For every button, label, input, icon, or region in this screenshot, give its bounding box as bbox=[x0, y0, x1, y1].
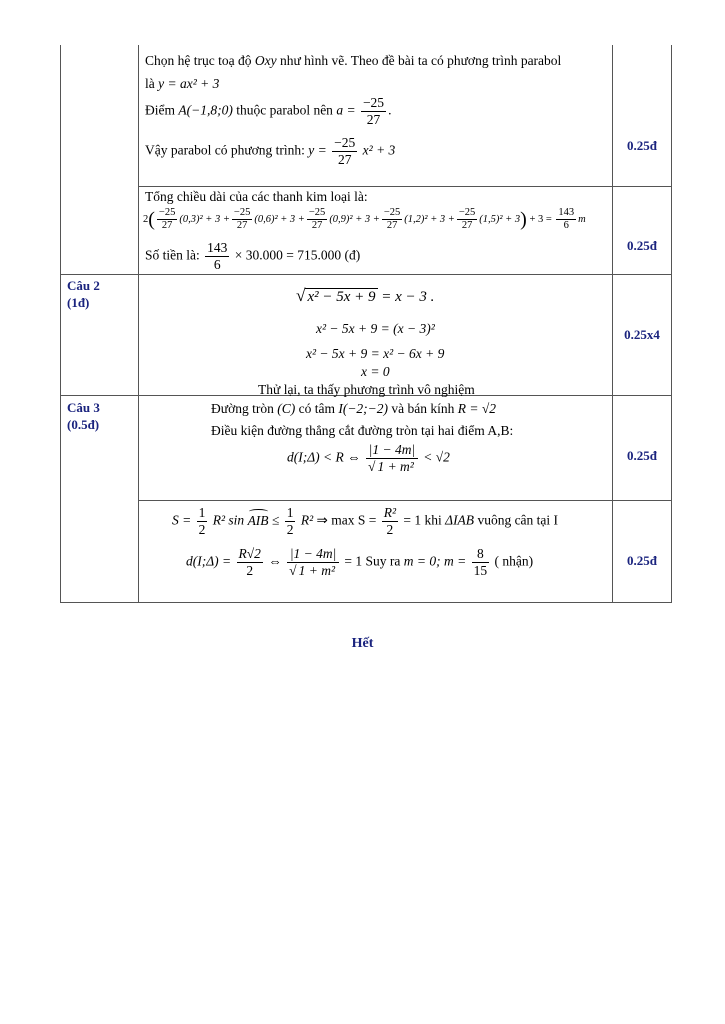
sum-term-fraction: $\frac{-25}{27}$ bbox=[458, 207, 476, 231]
cau2-step2: x² − 5x + 9 = x² − 6x + 9 bbox=[306, 346, 445, 361]
cau3-distance: d(I;Δ) < R ⇔ $\frac{|1 - 4m|}{\text{√ 1 + m²}}$ < √2 bbox=[287, 442, 450, 474]
table-border-right bbox=[671, 45, 672, 603]
sum-term-fraction: $\frac{-25}{27}$ bbox=[308, 207, 326, 231]
row2-title: Tổng chiều dài của các thanh kim loại là: bbox=[145, 189, 368, 204]
cau3-condition: Điều kiện đường thẳng cắt đường tròn tại hai điểm A,B: bbox=[211, 423, 514, 438]
cau2-step1: x² − 5x + 9 = (x − 3)² bbox=[316, 321, 435, 336]
row2-money: Số tiền là: $\frac{143}{6}$ × 30.000 = 715.000 (đ) bbox=[145, 240, 361, 272]
cau3-label: Câu 3 (0.5đ) bbox=[67, 400, 100, 432]
sum-term-argument: (0,6)² + 3 + bbox=[254, 213, 305, 225]
sum-term-fraction: $\frac{-25}{27}$ bbox=[383, 207, 401, 231]
row2-score: 0.25đ bbox=[627, 238, 657, 253]
cau3-solution: d(I;Δ) = $\frac{R√2}{2}$ ⇔ $\frac{|1 - 4m|}{\text{√ 1 + m²}}$ = 1 Suy ra m = 0; m = $\frac{8}{15}$ ( nhận) bbox=[186, 546, 534, 578]
cau2-step3: x = 0 bbox=[361, 364, 390, 379]
row1-line4: Vậy parabol có phương trình: y = $\frac{-25}{27}$ x² + 3 bbox=[145, 135, 396, 167]
row1-line2: là y = ax² + 3 bbox=[145, 76, 220, 91]
table-border-left bbox=[60, 45, 61, 603]
row2-sum: 2( $\frac{-25}{27}$ (0,3)² + 3 + $\frac{-25}{27}$ (0,6)² + 3 + $\frac{-25}{27}$ (0,9)² + 3 + $\frac{-25}{27}$ (1,2)² + 3 + $\frac{-25}{27}$ (1,5)² + 3) + 3 = $\frac{143}{6}$ m bbox=[143, 207, 586, 231]
row1-line3: Điểm A(−1,8;0) thuộc parabol nên a = $\frac{-25}{27}$ . bbox=[145, 95, 392, 127]
table-divider-2 bbox=[612, 45, 613, 603]
row-divider-1 bbox=[138, 186, 672, 187]
cau2-conclusion: Thử lại, ta thấy phương trình vô nghiệm bbox=[258, 382, 475, 397]
table-border-bottom bbox=[60, 602, 672, 603]
cau3-circle: Đường tròn (C) có tâm I(−2;−2) và bán kính R = √2 bbox=[211, 401, 497, 416]
sum-term-argument: (0,9)² + 3 + bbox=[329, 213, 380, 225]
row1-score: 0.25đ bbox=[627, 138, 657, 153]
row1-line1: Chọn hệ trục toạ độ Oxy như hình vẽ. Theo đề bài ta có phương trình parabol bbox=[145, 53, 562, 68]
row-divider-2 bbox=[60, 274, 672, 275]
cau3-score-2: 0.25đ bbox=[627, 553, 657, 568]
sum-term-fraction: $\frac{-25}{27}$ bbox=[158, 207, 176, 231]
cau2-score: 0.25x4 bbox=[624, 327, 660, 342]
sum-term-argument: (1,5)² + 3 bbox=[479, 213, 521, 225]
cau2-equation: √ x² − 5x + 9 = x − 3 . bbox=[296, 286, 435, 305]
sum-term-argument: (0,3)² + 3 + bbox=[179, 213, 230, 225]
footer-het: Hết bbox=[351, 636, 374, 651]
sum-term-argument: (1,2)² + 3 + bbox=[404, 213, 455, 225]
cau2-label: Câu 2 (1đ) bbox=[67, 278, 100, 310]
table-divider-1 bbox=[138, 45, 139, 603]
row-divider-4 bbox=[138, 500, 672, 501]
cau3-area: S = $\frac{1}{2}$ R² sin AIB ≤ $\frac{1}{2}$ R² ⇒ max S = $\frac{\text{R²}}{2}$ = 1 khi ΔIAB vuông cân tại I bbox=[172, 505, 559, 537]
cau3-score-1: 0.25đ bbox=[627, 448, 657, 463]
sum-term-fraction: $\frac{-25}{27}$ bbox=[233, 207, 251, 231]
